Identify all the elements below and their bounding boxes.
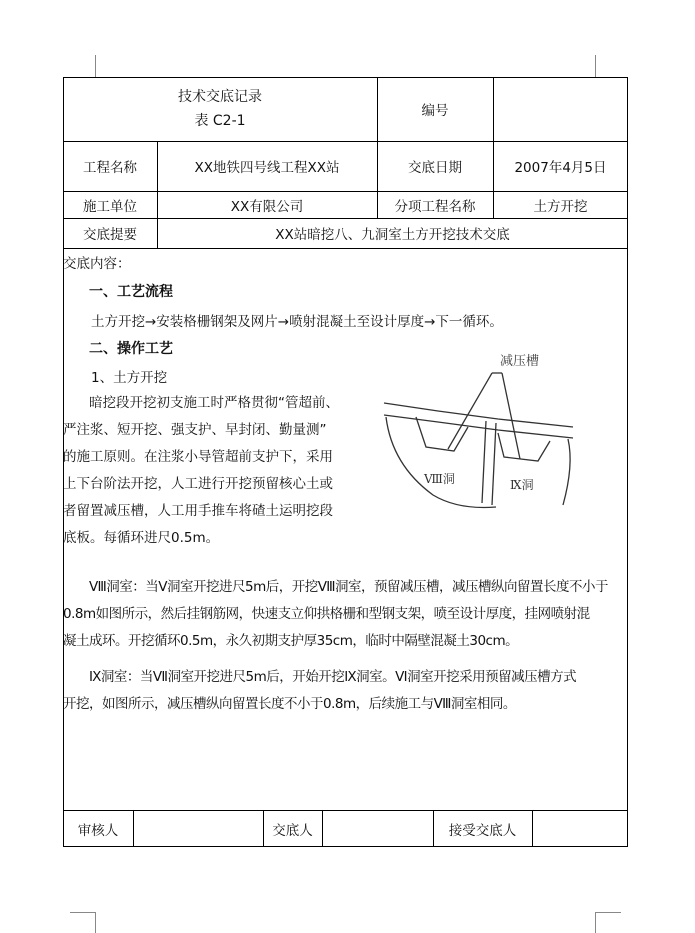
center-divider-2 xyxy=(492,423,496,505)
tunnel-left-wall xyxy=(386,417,496,508)
form-title-block xyxy=(63,77,377,141)
construction-unit-label: 施工单位 xyxy=(83,198,137,215)
crop-mark-bottom-right xyxy=(595,912,596,933)
crop-mark-bottom-left xyxy=(95,912,96,933)
figure-label-groove: 减压槽 xyxy=(500,354,540,369)
crop-mark-top-right xyxy=(595,55,596,77)
reviewer-label: 审核人 xyxy=(77,822,119,839)
paragraph-line: Ⅸ洞室：当Ⅶ洞室开挖进尺5m后，开始开挖Ⅸ洞室。Ⅵ洞室开挖采用预留减压槽方式 xyxy=(89,669,577,685)
paragraph-line: 开挖，如图所示，减压槽纵向留置长度不小于0.8m，后续施工与Ⅷ洞室相同。 xyxy=(63,696,516,712)
paragraph-line: 0.8m如图所示，然后挂钢筋网，快速支立仰拱格栅和型钢支架，喷至设计厚度，挂网喷射混 xyxy=(63,606,590,622)
number-label: 编号 xyxy=(421,103,449,119)
form-number: 表 C2-1 xyxy=(194,113,246,129)
number-value xyxy=(493,77,628,141)
paragraph-chamber-8 xyxy=(63,574,628,655)
receiver-label: 接受交底人 xyxy=(448,822,517,839)
project-name-label: 工程名称 xyxy=(83,160,137,176)
paragraph-line: 者留置减压槽，人工用手推车将碴土运明挖段 xyxy=(63,503,333,519)
figure-label-left: Ⅷ洞 xyxy=(424,472,455,486)
construction-unit-value: XX有限公司 xyxy=(230,198,304,215)
tunnel-top-line-2 xyxy=(384,415,573,438)
discloser-value xyxy=(322,810,433,847)
paragraph-line: 凝土成环。开挖循环0.5m，永久初期支护厚35cm，临时中隔壁混凝土30cm。 xyxy=(63,633,519,649)
form-title: 技术交底记录 xyxy=(178,89,262,105)
paragraph-line: 严注浆、短开挖、强支护、早封闭、勤量测” xyxy=(63,422,327,438)
summary-label: 交底提要 xyxy=(83,227,137,243)
date-label: 交底日期 xyxy=(408,160,462,176)
paragraph-excavation xyxy=(63,390,363,552)
paragraph-line: Ⅷ洞室：当Ⅴ洞室开挖进尺5m后，开挖Ⅷ洞室，预留减压槽，减压槽纵向留置长度不小于 xyxy=(89,579,609,595)
discloser-label: 交底人 xyxy=(272,822,313,839)
paragraph-line: 上下台阶法开挖，人工进行开挖预留核心土或 xyxy=(63,476,333,492)
reviewer-value xyxy=(133,810,263,847)
crop-mark-bottom-right-h xyxy=(596,912,621,913)
center-divider xyxy=(482,421,486,503)
subproject-value: 土方开挖 xyxy=(533,198,588,215)
figure-label-right: Ⅸ洞 xyxy=(510,478,534,492)
project-name-value: XX地铁四号线工程XX站 xyxy=(194,160,340,176)
leader-line-right xyxy=(502,373,520,459)
section-heading-2: 二、操作工艺 xyxy=(89,341,173,357)
subproject-label: 分项工程名称 xyxy=(394,198,476,215)
groove-right xyxy=(498,433,550,461)
subsection-heading: 1、土方开挖 xyxy=(91,370,168,386)
tunnel-right-wall xyxy=(563,439,570,505)
tunnel-top-line xyxy=(384,403,573,427)
paragraph-chamber-9 xyxy=(63,664,628,718)
date-value: 2007年4月5日 xyxy=(514,160,607,176)
receiver-value xyxy=(532,810,628,847)
crop-mark-top-left xyxy=(95,55,96,77)
process-flow: 土方开挖→安装格栅钢架及网片→喷射混凝土至设计厚度→下一循环。 xyxy=(91,314,503,330)
section-heading-1: 一、工艺流程 xyxy=(89,284,173,300)
crop-mark-bottom-left-h xyxy=(70,912,95,913)
content-label: 交底内容： xyxy=(63,256,131,272)
row-divider xyxy=(63,248,628,249)
paragraph-line: 暗挖段开挖初支施工时严格贯彻“管超前、 xyxy=(89,395,339,411)
paragraph-line: 底板。每循环进尺0.5m。 xyxy=(63,530,220,546)
decompression-groove-diagram xyxy=(378,345,578,515)
summary-value: XX站暗挖八、九洞室土方开挖技术交底 xyxy=(275,227,510,243)
paragraph-line: 的施工原则。在注浆小导管超前支护下，采用 xyxy=(63,449,333,465)
